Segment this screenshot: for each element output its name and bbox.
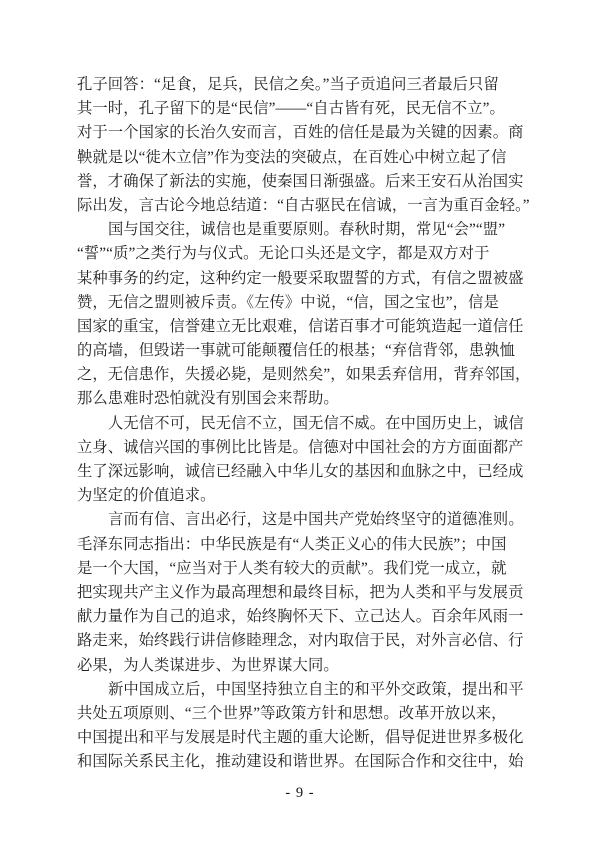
text-line: 生了深远影响，诚信已经融入中华儿女的基因和血脉之中，已经成 bbox=[77, 463, 524, 480]
text-line: 必果，为人类谋进步、为世界谋大同。 bbox=[77, 656, 339, 674]
text-line: 的高墙，但毁诺一事就可能颠覆信任的根基；“弃信背邻，患孰恤 bbox=[77, 342, 516, 360]
text-line: 际出发，言古论今地总结道：“自古驱民在信诚，一言为重百金轻。” bbox=[77, 196, 530, 214]
text-line: 国与国交往，诚信也是重要原则。春秋时期，常见“会”“盟” bbox=[108, 221, 506, 239]
text-line: 赞，无信之盟则被斥责。《左传》中说，“信，国之宝也”，信是 bbox=[77, 293, 499, 311]
text-line: 新中国成立后，中国坚持独立自主的和平外交政策，提出和平 bbox=[108, 680, 524, 698]
text-line: 献力量作为自己的追求，始终胸怀天下、立己达人。百余年风雨一 bbox=[77, 608, 524, 626]
text-line: 某种事务的约定，这种约定一般要采取盟誓的方式，有信之盟被盛 bbox=[77, 269, 524, 287]
text-line: 路走来，始终践行讲信修睦理念，对内取信于民，对外言必信、行 bbox=[77, 632, 524, 650]
text-line: 人无信不可，民无信不立，国无信不威。在中国历史上，诚信 bbox=[108, 414, 524, 432]
text-line: 之，无信患作，失援必毙，是则然矣”，如果丢弃信用，背弃邻国， bbox=[77, 366, 531, 384]
text-line: 国家的重宝，信誉建立无比艰难，信诺百事才可能筑造起一道信任 bbox=[77, 317, 524, 335]
text-line: 是一个大国，“应当对于人类有较大的贡献”。我们党一成立，就 bbox=[77, 559, 507, 577]
text-line: 和国际关系民主化，推动建设和谐世界。在国际合作和交往中，始 bbox=[77, 753, 524, 771]
text-line: “誓”“质”之类行为与仪式。无论口头还是文字，都是双方对于 bbox=[77, 245, 490, 263]
text-line: 立身、诚信兴国的事例比比皆是。信德对中国社会的方方面面都产 bbox=[77, 438, 524, 456]
text-line: 中国提出和平与发展是时代主题的重大论断，倡导促进世界多极化 bbox=[77, 729, 524, 747]
document-body-text bbox=[77, 73, 531, 774]
text-line: 誉，才确保了新法的实施，使秦国日渐强盛。后来王安石从治国实 bbox=[77, 172, 524, 190]
text-line: 对于一个国家的长治久安而言，百姓的信任是最为关键的因素。商 bbox=[77, 124, 524, 142]
text-line: 其一时，孔子留下的是“民信”——“自古皆有死，民无信不立”。 bbox=[77, 100, 505, 118]
text-line: 言而有信、言出必行，这是中国共产党始终坚守的道德准则。 bbox=[108, 511, 524, 529]
text-line: 毛泽东同志指出：中华民族是有“人类正义心的伟大民族”；中国 bbox=[77, 535, 507, 553]
text-line: 共处五项原则、“三个世界”等政策方针和思想。改革开放以来， bbox=[77, 704, 507, 722]
text-line: 鞅就是以“徙木立信”作为变法的突破点，在百姓心中树立起了信 bbox=[77, 148, 507, 166]
text-line: 那么患难时恐怕就没有别国会来帮助。 bbox=[77, 390, 339, 408]
text-line: 孔子回答：“足食，足兵，民信之矣。”当子贡追问三者最后只留 bbox=[77, 76, 499, 93]
text-line: 为坚定的价值追求。 bbox=[77, 487, 216, 505]
text-line: 把实现共产主义作为最高理想和最终目标，把为人类和平与发展贡 bbox=[77, 583, 524, 601]
page-number: - 9 - bbox=[285, 785, 315, 801]
